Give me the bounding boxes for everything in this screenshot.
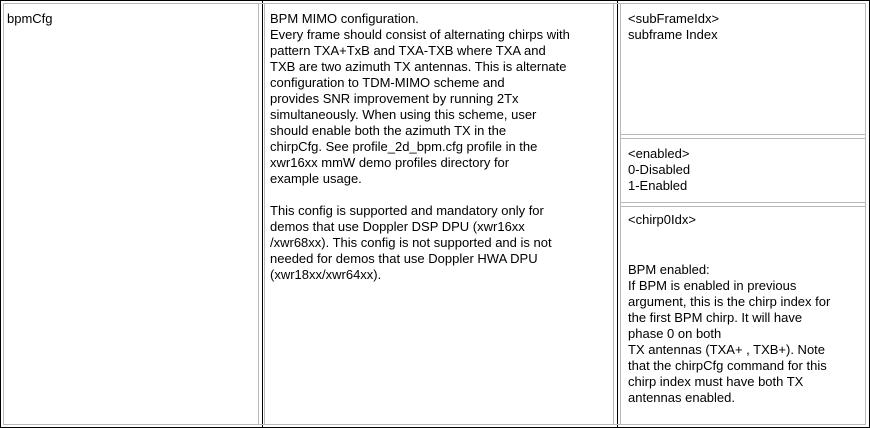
arg-line: <enabled> [628,146,690,161]
col-divider-right-inner [865,3,866,425]
arg-row-separator-1b [620,138,866,139]
description-line: This config is supported and mandatory only for [270,203,544,218]
arg-line: <subFrameIdx> [628,11,720,26]
arg-line: 1-Enabled [628,178,688,193]
arg-line: BPM enabled: [628,262,710,277]
arg-line: TX antennas (TXA+ , TXB+). Note [628,342,826,357]
description-line: chirpCfg. See profile_2d_bpm.cfg profile in the [270,139,538,154]
arg-line: chirp index must have both TX [628,374,804,389]
arg-line: the first BPM chirp. It will have [628,310,803,325]
arg-cell-subframe-idx [628,11,863,43]
arg-line: subframe Index [628,27,718,42]
arg-row-separator-1a [620,134,866,135]
description-line: BPM MIMO configuration. [270,11,419,26]
description-line: provides SNR improvement by running 2Tx [270,91,519,106]
arg-line: phase 0 on both [628,326,722,341]
arg-line: <chirp0Idx> [628,212,696,227]
description-line: Every frame should consist of alternating chirps with [270,27,570,42]
arg-line: If BPM is enabled in previous [628,278,797,293]
col-divider-2-shadow [620,3,621,425]
description-line: pattern TXA+TxB and TXA-TXB where TXA and [270,43,546,58]
arg-row-separator-2b [620,206,866,207]
col-divider-2 [617,0,618,428]
col-divider-1 [262,0,263,428]
param-name: bpmCfg [7,11,53,26]
description-cell [270,11,610,283]
description-line: configuration to TDM-MIMO scheme and [270,75,505,90]
arg-cell-enabled [628,146,863,194]
table-left-border [0,0,1,428]
description-line: simultaneously. When using this scheme, user [270,107,537,122]
col-divider-1-shadow [264,3,265,425]
description-line: example usage. [270,171,362,186]
col-divider-2-inner [613,3,614,425]
arg-line: argument, this is the chirp index for [628,294,831,309]
arg-line [628,245,863,262]
arg-line [628,228,863,245]
description-line: xwr16xx mmW demo profiles directory for [270,155,510,170]
cell-bottom-inner [3,424,866,425]
arg-cell-chirp0-idx [628,212,863,406]
table-top-border [0,0,870,1]
description-line: needed for demos that use Doppler HWA DPU [270,251,538,266]
description-line: TXB are two azimuth TX antennas. This is alternate [270,59,567,74]
description-line [270,187,610,203]
col-divider-1-inner [258,3,259,425]
description-line: (xwr18xx/xwr64xx). [270,267,382,282]
description-line: should enable both the azimuth TX in the [270,123,507,138]
description-line: /xwr68xx). This config is not supported and is not [270,235,552,250]
arg-line: that the chirpCfg command for this [628,358,827,373]
arg-line: 0-Disabled [628,162,691,177]
arg-line: antennas enabled. [628,390,735,405]
cell-left-inner [3,3,4,425]
cell-top-inner [3,3,866,4]
arg-row-separator-2a [620,202,866,203]
description-line: demos that use Doppler DSP DPU (xwr16xx [270,219,525,234]
